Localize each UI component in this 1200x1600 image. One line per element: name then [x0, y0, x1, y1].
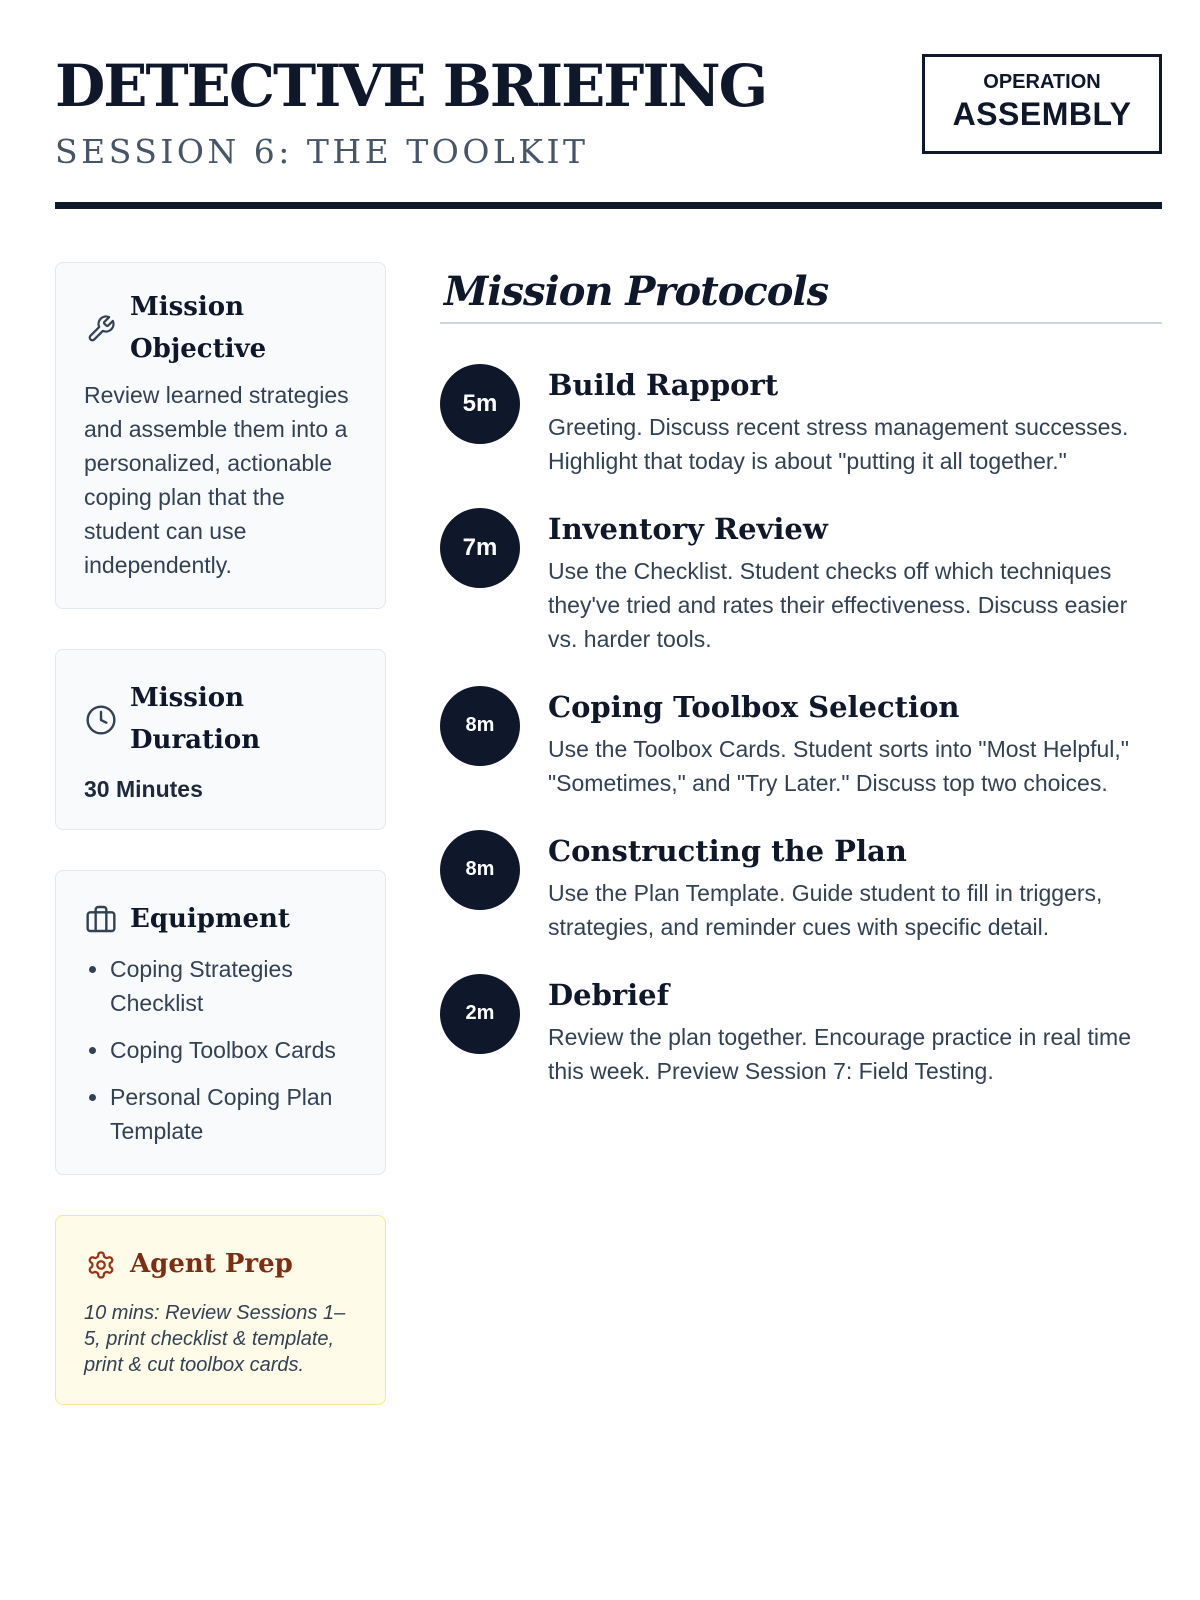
- step-body: [548, 974, 1162, 1088]
- section-title: Mission Protocols: [444, 268, 829, 315]
- wrench-icon: [84, 312, 118, 346]
- header-divider: [55, 202, 1162, 209]
- time-badge: 8m: [440, 686, 520, 766]
- equipment-item: • Coping Toolbox Cards: [110, 1033, 357, 1067]
- operation-label: OPERATION: [983, 71, 1101, 93]
- time-badge: 7m: [440, 508, 520, 588]
- step-text: Greeting. Discuss recent stress management successes. Highlight that today is about "putting it all together.": [548, 413, 1129, 474]
- time-badge: 8m: [440, 830, 520, 910]
- step-body: [548, 830, 1162, 944]
- operation-box: [922, 54, 1162, 154]
- time-badge: 2m: [440, 974, 520, 1054]
- objective-card: [55, 262, 386, 609]
- duration-header: [84, 678, 357, 761]
- equipment-item: • Coping Strategies Checklist: [110, 952, 357, 1020]
- duration-title: Mission Duration: [130, 683, 261, 755]
- equipment-card: [55, 870, 386, 1176]
- duration-card: [55, 649, 386, 829]
- step-body: [548, 364, 1162, 478]
- briefcase-icon: [84, 902, 118, 936]
- agent-prep-card: [55, 1215, 386, 1405]
- step-text: Use the Toolbox Cards. Student sorts into "Most Helpful," "Sometimes," and "Try Later." Discuss top two choices.: [548, 735, 1129, 796]
- gear-icon: [84, 1248, 118, 1282]
- step-text: Use the Plan Template. Guide student to fill in triggers, strategies, and reminder cues with specific detail.: [548, 879, 1103, 940]
- objective-text: Review learned strategies and assemble them into a personalized, actionable coping plan that the student can use independently.: [84, 382, 349, 579]
- step-text: Review the plan together. Encourage practice in real time this week. Preview Session 7: Field Testing.: [548, 1023, 1131, 1084]
- agent-prep-header: [84, 1244, 357, 1286]
- operation-name: ASSEMBLY: [952, 96, 1132, 132]
- protocol-steps: [440, 364, 1162, 1088]
- protocol-step: [440, 830, 1162, 944]
- step-title: Build Rapport: [548, 368, 779, 402]
- protocol-step: [440, 974, 1162, 1088]
- page-subtitle: SESSION 6: THE TOOLKIT: [55, 132, 589, 171]
- step-title: Debrief: [548, 977, 670, 1012]
- protocol-step: [440, 508, 1162, 656]
- mission-protocols: [440, 262, 1162, 1118]
- step-text: Use the Checklist. Student checks off which techniques they've tried and rates their effectiveness. Discuss easier vs. harder tools.: [548, 557, 1128, 652]
- objective-title: Mission Objective: [130, 292, 267, 364]
- equipment-list: [84, 952, 357, 1148]
- equipment-item: • Personal Coping Plan Template: [110, 1080, 357, 1148]
- step-title: Constructing the Plan: [548, 833, 907, 868]
- step-title: Coping Toolbox Selection: [548, 689, 960, 724]
- duration-value: 30 Minutes: [84, 775, 203, 802]
- protocol-step: [440, 686, 1162, 800]
- sidebar: [55, 262, 386, 1445]
- equipment-header: [84, 899, 357, 941]
- agent-prep-text: 10 mins: Review Sessions 1–5, print checklist & template, print & cut toolbox cards.: [84, 1301, 346, 1376]
- section-divider: [440, 322, 1162, 324]
- time-badge: 5m: [440, 364, 520, 444]
- protocol-step: [440, 364, 1162, 478]
- page-title: DETECTIVE BRIEFING: [55, 52, 767, 120]
- agent-prep-title: Agent Prep: [130, 1249, 293, 1280]
- equipment-title: Equipment: [130, 903, 290, 934]
- objective-header: [84, 287, 357, 370]
- clock-icon: [84, 703, 118, 737]
- step-body: [548, 686, 1162, 800]
- step-body: [548, 508, 1162, 656]
- step-title: Inventory Review: [548, 511, 828, 546]
- header: [55, 50, 1162, 210]
